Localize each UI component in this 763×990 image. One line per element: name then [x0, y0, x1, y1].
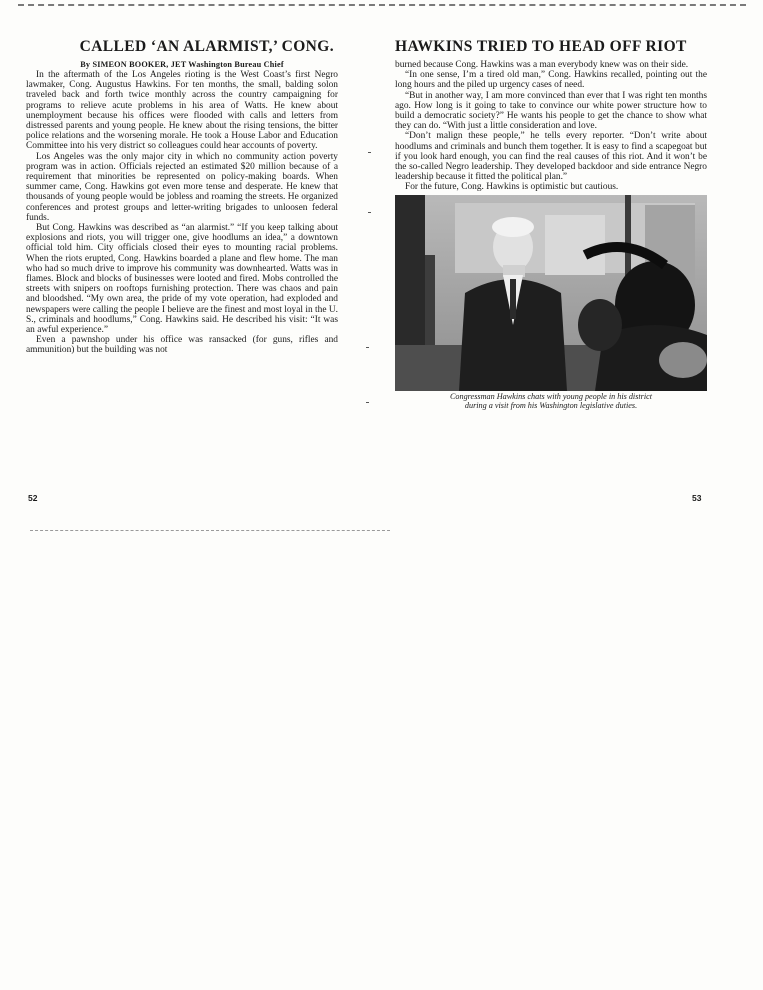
caption-line: Congressman Hawkins chats with young people in his district: [449, 391, 653, 401]
right-headline: HAWKINS TRIED TO HEAD OFF RIOT: [395, 38, 687, 55]
scan-speck: [368, 212, 371, 213]
right-column: [395, 38, 707, 411]
page-number-right: 53: [692, 493, 702, 503]
left-column: [26, 38, 338, 356]
article-paragraph: Los Angeles was the only major city in which no community action poverty program was in action. Officials rejected an estimated $20 million because of a requirement that minorities be represented on policy-making boards. When summer came, Cong. Hawkins got even more tense and desperate. He knew that thousands of young people would be jobless and roaming the streets. He organized conferences and protest groups and letter-writing brigades to unloosen federal funds.: [26, 151, 338, 223]
photo-caption: [395, 392, 707, 411]
article-paragraph: burned because Cong. Hawkins was a man everybody knew was on their side.: [395, 60, 689, 70]
article-paragraph: “In one sense, I’m a tired old man,” Cong. Hawkins recalled, pointing out the long hours and the piled up urgency cases of need.: [395, 70, 707, 91]
article-paragraph: For the future, Cong. Hawkins is optimistic but cautious.: [405, 182, 619, 193]
byline: By SIMEON BOOKER, JET Washington Bureau Chief: [80, 60, 284, 69]
article-paragraph: Even a pawnshop under his office was ransacked (for guns, rifles and ammunition) but the building was not: [26, 335, 338, 356]
page-number-left: 52: [28, 493, 38, 503]
scan-speck: [366, 402, 369, 403]
bottom-page-edge-rule: [30, 530, 390, 531]
scan-speck: [368, 152, 371, 153]
article-paragraph: “But in another way, I am more convinced than ever that I was right ten months ago. How long is it going to take to convince our white power structure how to build a democratic society?” He wants his people to get the chance to show what they can do. “With just a little consideration and love.: [395, 90, 707, 132]
photo-illustration: [395, 195, 707, 391]
news-photo: [395, 195, 707, 391]
scan-speck: [366, 347, 369, 348]
article-paragraph: But Cong. Hawkins was described as “an alarmist.” “If you keep talking about explosions and riots, you will trigger one, give hoodlums an idea,” a downtown official told him. City officials closed their eyes to mounting racial problems. When the riots erupted, Cong. Hawkins boarded a plane and flew home. The man who had so much drive to improve his community was downhearted. Watts was in flames. Block and blocks of businesses were looted and fired. Mobs controlled the streets with snipers on rooftops furnishing protection. There was chaos and pain and bloodshed. “My own area, the pride of my vote operation, had exploded and newspapers were calling the people I believe are the finest and most loyal in the U. S., criminals and hoodlums,” Cong. Hawkins said. He described his visit: “It was an awful experience.”: [26, 223, 338, 336]
article-paragraph: In the aftermath of the Los Angeles rioting is the West Coast’s first Negro lawmaker, Cong. Augustus Hawkins. For ten months, the small, balding solon traveled back and forth twice monthly across the country campaigning for programs to relieve acute problems in his area of Watts. He knew about unemployment because his offices were flooded with calls and letters from distressed parents and young people. He knew about the rising tensions, the bitter police relations and the worsening morale. He took a House Labor and Education Committee into his very district so colleagues could hear accounts of poverty.: [26, 70, 338, 152]
left-headline: CALLED ‘AN ALARMIST,’ CONG.: [79, 38, 334, 55]
article-paragraph: “Don’t malign these people,” he tells every reporter. “Don’t write about hoodlums and criminals and bunch them together. It is easy to find a scapegoat but if you look hard enough, you can find the real causes of this riot. And it won’t be the so-called Negro leadership. They developed backdoor and side entrance Negro leadership because it fitted the political plan.”: [395, 131, 707, 183]
top-page-edge-rule: [18, 4, 746, 6]
caption-line: during a visit from his Washington legislative duties.: [464, 401, 638, 411]
